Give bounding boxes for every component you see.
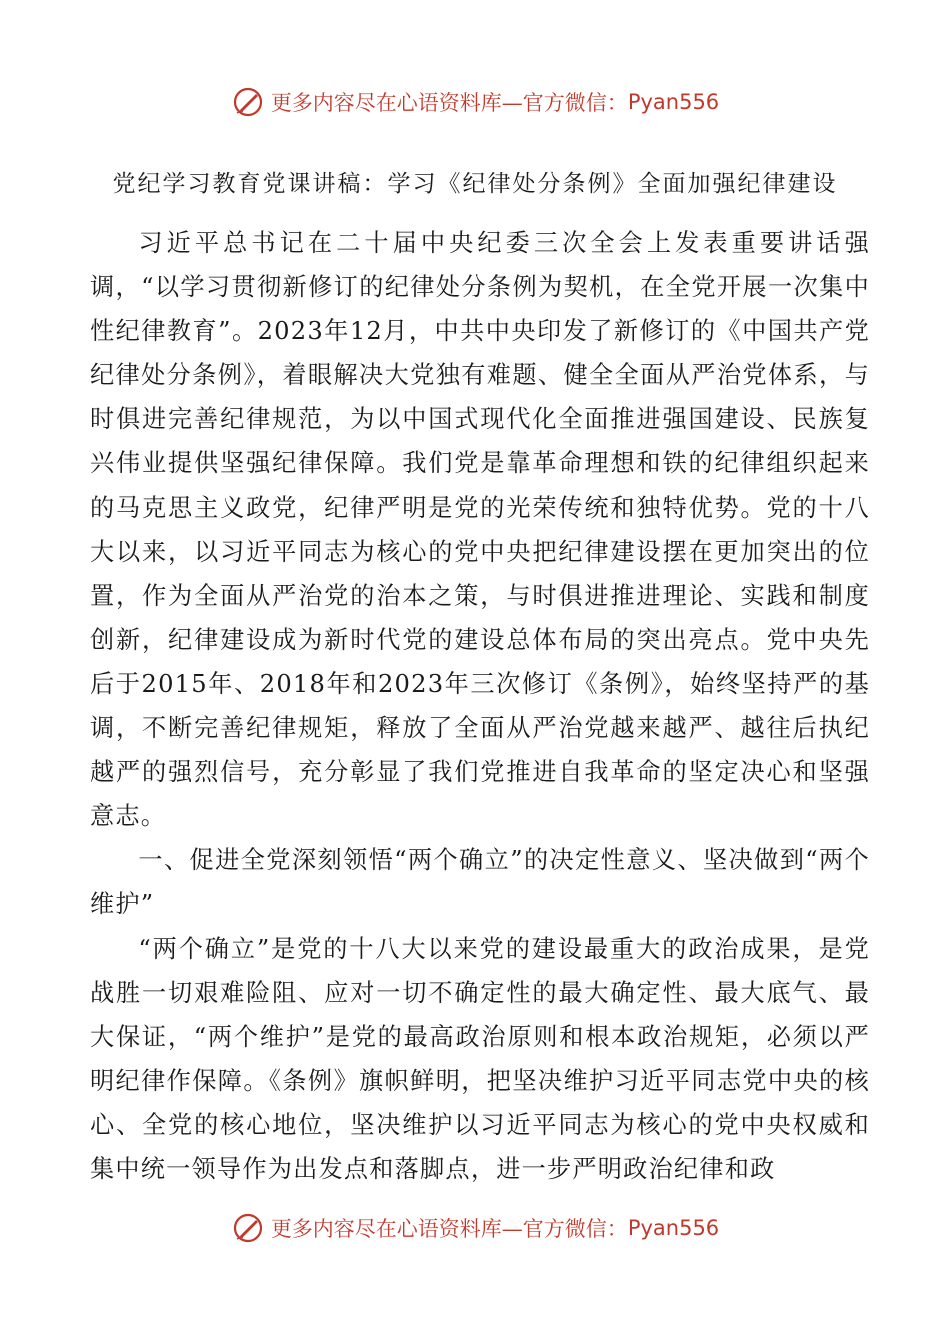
quill-pen-seal-icon	[231, 85, 265, 119]
watermark-text: 更多内容尽在心语资料库—官方微信：	[270, 91, 628, 115]
document-body	[90, 221, 870, 1191]
quill-pen-seal-icon	[231, 1211, 265, 1245]
watermark-text: 更多内容尽在心语资料库—官方微信：	[270, 1217, 628, 1241]
section-heading-1: 一、促进全党深刻领悟“两个确立”的决定性意义、坚决做到“两个维护”	[90, 846, 870, 919]
paragraph-section-1: “两个确立”是党的十八大以来党的建设最重大的政治成果，是党战胜一切艰难险阻、应对一切不确定性的最大确定性、最大底气、最大保证，“两个维护”是党的最高政治原则和根本政治规矩，必须以严明纪律作保障。《条例》旗帜鲜明，把坚决维护习近平同志党中央的核心、全党的核心地位，坚决维护以习近平同志为核心的党中央权威和集中统一领导作为出发点和落脚点，进一步严明政治纪律和政	[90, 934, 870, 1183]
watermark-contact: Pyan556	[627, 1216, 720, 1240]
document-title: 党纪学习教育党课讲稿：学习《纪律处分条例》全面加强纪律建设	[112, 171, 838, 197]
watermark-banner-bottom	[0, 1208, 950, 1248]
watermark-contact: Pyan556	[627, 90, 720, 114]
watermark-banner-top	[0, 82, 950, 122]
paragraph-intro: 习近平总书记在二十届中央纪委三次全会上发表重要讲话强调，“以学习贯彻新修订的纪律处分条例为契机，在全党开展一次集中性纪律教育”。2023年12月，中共中央印发了新修订的《中国共产党纪律处分条例》，着眼解决大党独有难题、健全全面从严治党体系，与时俱进完善纪律规范，为以中国式现代化全面推进强国建设、民族复兴伟业提供坚强纪律保障。我们党是靠革命理想和铁的纪律组织起来的马克思主义政党，纪律严明是党的光荣传统和独特优势。党的十八大以来，以习近平同志为核心的党中央把纪律建设摆在更加突出的位置，作为全面从严治党的治本之策，与时俱进推进理论、实践和制度创新，纪律建设成为新时代党的建设总体布局的突出亮点。党中央先后于2015年、2018年和2023年三次修订《条例》，始终坚持严的基调，不断完善纪律规矩，释放了全面从严治党越来越严、越往后执纪越严的强烈信号，充分彰显了我们党推进自我革命的坚定决心和坚强意志。	[90, 229, 870, 831]
